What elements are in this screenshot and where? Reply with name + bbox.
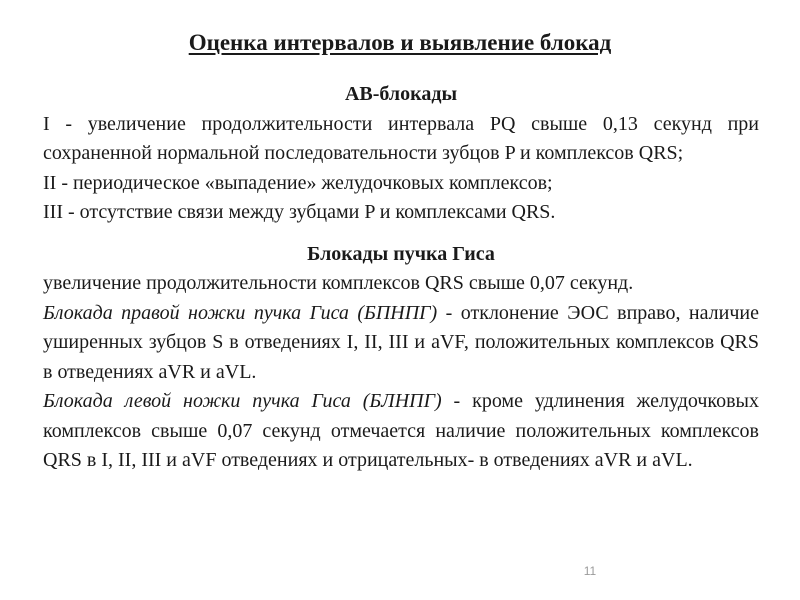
bundle-block-intro: увеличение продолжительности комплексов QRS свыше 0,07 секунд. [43,272,634,294]
av-block-degree-2: II - периодическое «выпадение» желудочковых комплексов; [43,171,553,194]
slide-title: Оценка интервалов и выявление блокад [188,30,612,55]
slide-page-number: 11 [583,564,597,578]
bundle-block-section [43,240,759,476]
lbbb-term: Блокада левой ножки пучка Гиса (БЛНПГ) [43,390,442,412]
av-block-section [43,80,759,228]
av-block-heading: АВ-блокады [344,83,458,105]
slide-content [43,80,759,476]
av-block-degree-3: III - отсутствие связи между зубцами P и комплексами QRS. [43,201,556,223]
rbbb-paragraph [43,299,759,388]
bundle-block-heading: Блокады пучка Гиса [307,242,495,265]
rbbb-description: - отклонение ЭОС вправо, наличие уширенных зубцов S в отведениях I, II, III и aVF, положительных комплексов QRS в отведениях aVR и aVL. [43,301,759,383]
section-spacer [43,228,759,240]
rbbb-term: Блокада правой ножки пучка Гиса (БПНПГ) [43,301,438,324]
lbbb-description: - кроме удлинения желудочковых комплексов свыше 0,07 секунд отмечается наличие положительных комплексов QRS в I, II, III и aVF отведениях и отрицательных- в отведениях aVR и aVL. [43,390,759,471]
av-block-degree-1: I - увеличение продолжительности интервала PQ свыше 0,13 секунд при сохраненной нормальной последовательности зубцов P и комплексов QRS; [43,112,759,164]
lbbb-paragraph [43,387,759,476]
